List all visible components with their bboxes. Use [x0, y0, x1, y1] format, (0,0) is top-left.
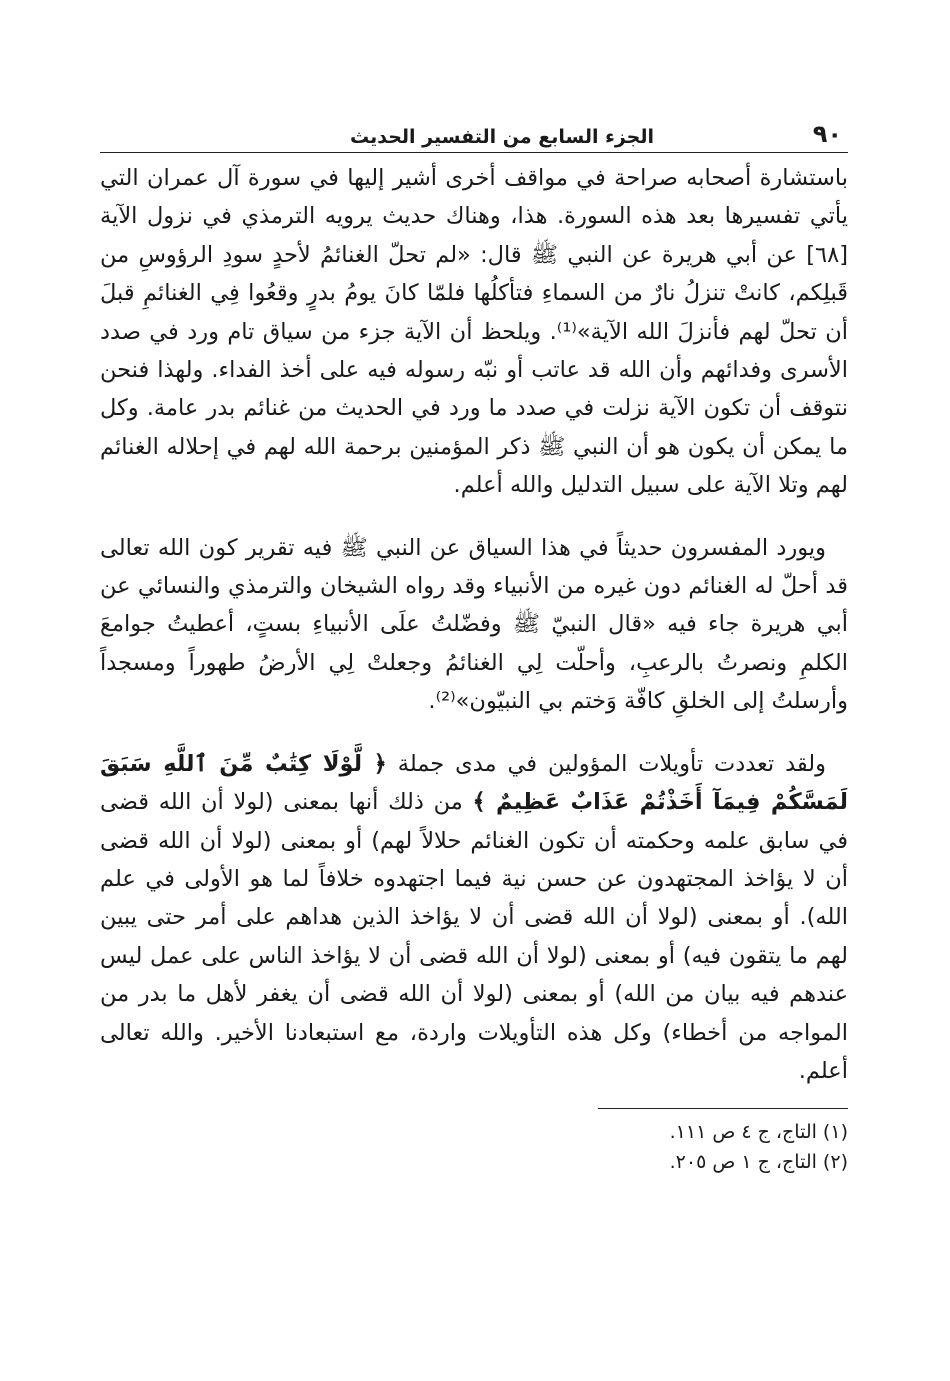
footnote-2: (٢) التاج، ج ١ ص ٢٠٥.: [669, 1151, 848, 1174]
footnote-1: (١) التاج، ج ٤ ص ١١١.: [669, 1121, 848, 1144]
page-number: ٩٠: [812, 120, 842, 148]
book-page: [100, 112, 848, 1177]
running-title: الجزء السابع من التفسير الحديث: [350, 126, 654, 148]
body-text: [100, 159, 848, 1090]
page-header: [100, 112, 848, 153]
paragraph-2: ويورد المفسرون حديثاً في هذا السياق عن النبي ﷺ فيه تقرير كون الله تعالى قد أحلّ له الغنائم دون غيره من الأنبياء وقد رواه الشيخان والترمذي والنسائي عن أبي هريرة جاء فيه «قال النبيّ ﷺ وفضّلتُ علَى الأنبياءِ بستٍ، أعطيتُ جوامعَ الكلمِ ونصرتُ بالرعبِ، وأحلّت لِي الغنائمُ وجعلتْ لِي الأرضُ طهوراً ومسجداً وأرسلتُ إلى الخلقِ كافّة وَختم بي النبيّون»⁽²⁾.: [100, 534, 848, 715]
paragraph-3-lead: ولقد تعددت تأويلات المؤولين في مدى جملة: [386, 750, 826, 777]
quran-verse: ﴿ لَّوْلَا كِتَٰبٌ مِّنَ ٱللَّهِ سَبَقَ لَمَسَّكُمْ فِيمَآ أَخَذْتُمْ عَذَابٌ عَظِيمٌ ﴾: [100, 750, 848, 816]
paragraph-3: [100, 745, 848, 1091]
paragraph-3-tail: من ذلك أنها بمعنى (لولا أن الله قضى في سابق علمه وحكمته أن تكون الغنائم حلالاً لهم) أو بمعنى (لولا أن الله قضى أن لا يؤاخذ المجتهدون عن حسن نية فيما اجتهدوه خلافاً لما هو الأولى في علم الله). أو بمعنى (لولا أن الله قضى أن لا يؤاخذ الذين هداهم على أمر حتى يبين لهم ما يتقون فيه) أو بمعنى (لولا أن الله قضى أن لا يؤاخذ الناس على عمل ليس عندهم فيه بيان من الله) أو بمعنى (لولا أن الله قضى أن يغفر لأهل ما بدر من المواجه من أخطاء) وكل هذه التأويلات واردة، مع استبعادنا الأخير. والله تعالى أعلم.: [100, 789, 848, 1084]
footnotes: [100, 1117, 848, 1177]
paragraph-1: باستشارة أصحابه صراحة في مواقف أخرى أشير إليها في سورة آل عمران التي يأتي تفسيرها بعد هذه السورة. هذا، وهناك حديث يرويه الترمذي في نزول الآية [٦٨] عن أبي هريرة عن النبي ﷺ قال: «لم تحلّ الغنائمُ لأحدٍ سودِ الرؤوسِ من قَبلِكم، كانتْ تنزلُ نارٌ من السماءِ فتأكلُها فلمّا كانَ يومُ بدرٍ وقعُوا فِي الغنائمِ قبلَ أن تحلّ لهم فأنزلَ الله الآية»⁽¹⁾. ويلحظ أن الآية جزء من سياق تام ورد في صدد الأسرى وفدائهم وأن الله قد عاتب أو نبّه رسوله فيه على أخذ الفداء. ولهذا فنحن نتوقف أن تكون الآية نزلت في صدد ما ورد في الحديث من غنائم بدر عامة. وكل ما يمكن أن يكون هو أن النبي ﷺ ذكر المؤمنين برحمة الله لهم في إحلاله الغنائم لهم وتلا الآية على سبيل التدليل والله أعلم.: [100, 165, 848, 499]
footnote-separator: [598, 1108, 848, 1109]
